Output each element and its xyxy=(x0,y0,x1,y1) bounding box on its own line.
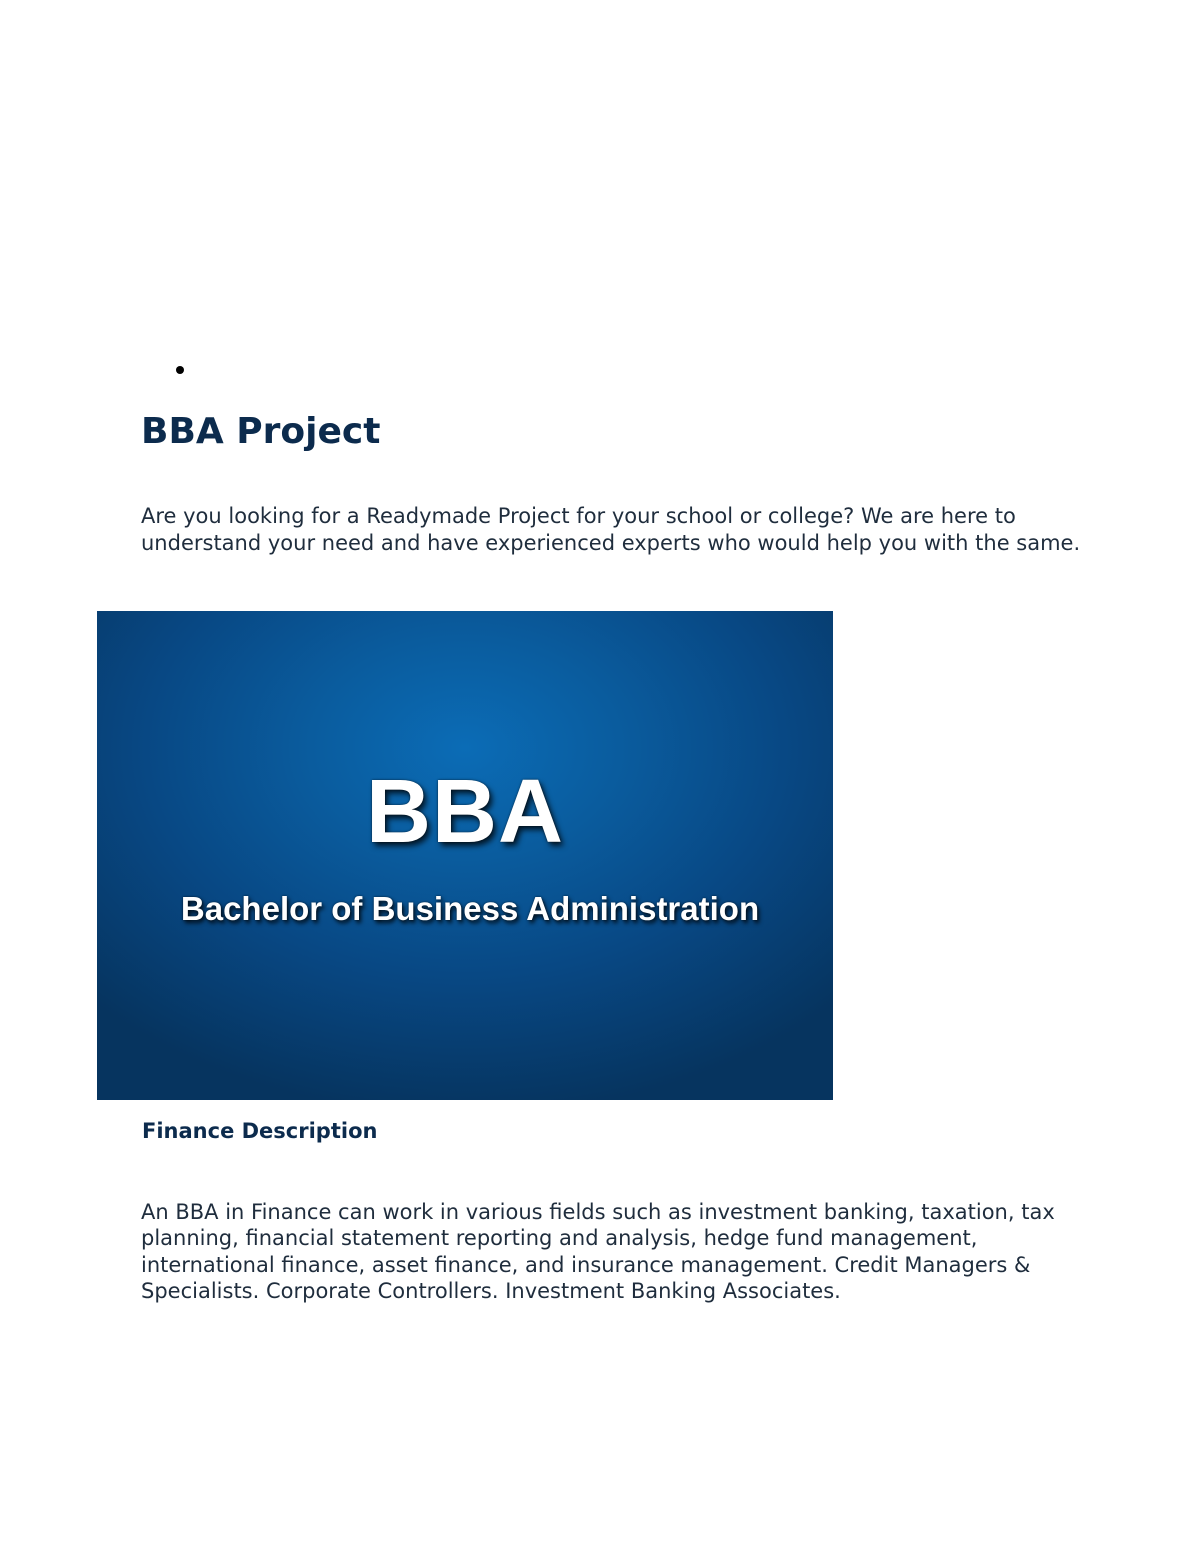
page-title: BBA Project xyxy=(141,411,381,452)
banner-abbreviation: BBA xyxy=(366,762,564,862)
banner-full-name: Bachelor of Business Administration xyxy=(180,890,760,927)
section-heading-finance: Finance Description xyxy=(142,1119,378,1143)
list-bullet xyxy=(176,366,184,374)
bba-banner-image xyxy=(97,611,833,1100)
finance-description-paragraph: An BBA in Finance can work in various fields such as investment banking, taxation, tax planning, financial statement reporting and analysis, hedge fund management, international finance, asset finance, and insurance management. Credit Managers & Specialists. Corporate Controllers. Investment Banking Associates. xyxy=(141,1200,1055,1303)
intro-paragraph: Are you looking for a Readymade Project for your school or college? We are here to understand your need and have experienced experts who would help you with the same. xyxy=(141,504,1081,555)
